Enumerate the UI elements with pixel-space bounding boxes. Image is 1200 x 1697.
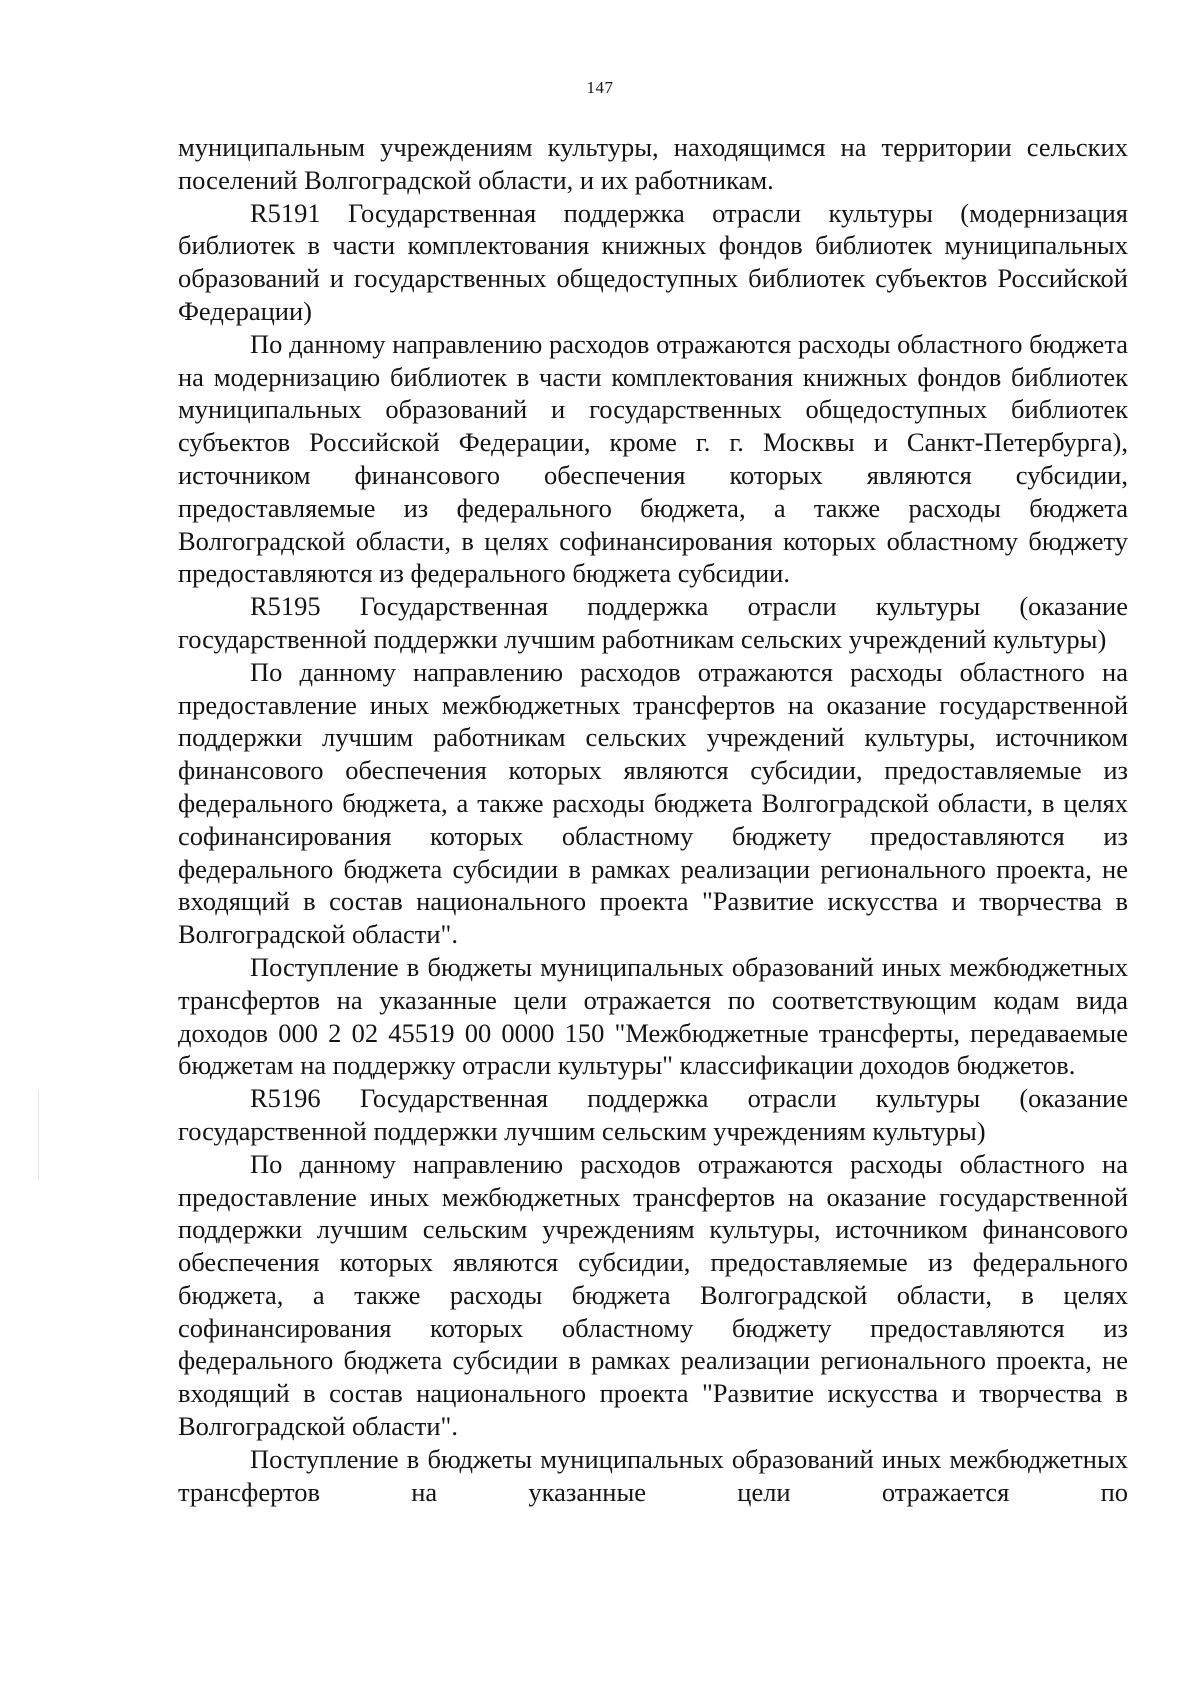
document-body: [178, 131, 1128, 1508]
paragraph-r5191-description: По данному направлению расходов отражаются расходы областного бюджета на модернизацию библиотек в части комплектования книжных фондов библиотек муниципальных образований и государственных общедоступных библиотек субъектов Российской Федерации, кроме г. г. Москвы и Санкт-Петербурга), источником финансового обеспечения которых являются субсидии, предоставляемые из федерального бюджета, а также расходы бюджета Волгоградской области, в целях софинансирования которых областному бюджету предоставляются из федерального бюджета субсидии.: [178, 328, 1128, 589]
paragraph-r5195-description: По данному направлению расходов отражаются расходы областного на предоставление иных межбюджетных трансфертов на оказание государственной поддержки лучшим работникам сельских учреждений культуры, источником финансового обеспечения которых являются субсидии, предоставляемые из федерального бюджета, а также расходы бюджета Волгоградской области, в целях софинансирования которых областному бюджету предоставляются из федерального бюджета субсидии в рамках реализации регионального проекта, не входящий в состав национального проекта "Развитие искусства и творчества в Волгоградской области".: [178, 656, 1128, 950]
paragraph-r5191-heading: R5191 Государственная поддержка отрасли культуры (модернизация библиотек в части комплектования книжных фондов библиотек муниципальных образований и государственных общедоступных библиотек субъектов Российской Федерации): [178, 197, 1128, 326]
paragraph-continuation: муниципальным учреждениям культуры, находящимся на территории сельских поселений Волгоградской области, и их работникам.: [178, 132, 1128, 195]
paragraph-r5196-description: По данному направлению расходов отражаются расходы областного на предоставление иных межбюджетных трансфертов на оказание государственной поддержки лучшим сельским учреждениям культуры, источником финансового обеспечения которых являются субсидии, предоставляемые из федерального бюджета, а также расходы бюджета Волгоградской области, в целях софинансирования которых областному бюджету предоставляются из федерального бюджета субсидии в рамках реализации регионального проекта, не входящий в состав национального проекта "Развитие искусства и творчества в Волгоградской области".: [178, 1148, 1128, 1442]
paragraph-r5196-revenue: Поступление в бюджеты муниципальных образований иных межбюджетных трансфертов на указанные цели отражается по: [178, 1443, 1128, 1507]
paragraph-r5195-revenue: Поступление в бюджеты муниципальных образований иных межбюджетных трансфертов на указанные цели отражается по соответствующим кодам вида доходов 000 2 02 45519 00 0000 150 "Межбюджетные трансферты, передаваемые бюджетам на поддержку отрасли культуры" классификации доходов бюджетов.: [178, 951, 1128, 1081]
scan-margin-mark: [38, 1090, 39, 1180]
paragraph-r5195-heading: R5195 Государственная поддержка отрасли культуры (оказание государственной поддержки лучшим работникам сельских учреждений культуры): [178, 591, 1128, 654]
paragraph-r5196-heading: R5196 Государственная поддержка отрасли культуры (оказание государственной поддержки лучшим сельским учреждениям культуры): [178, 1083, 1128, 1146]
page-number: 147: [586, 78, 614, 97]
